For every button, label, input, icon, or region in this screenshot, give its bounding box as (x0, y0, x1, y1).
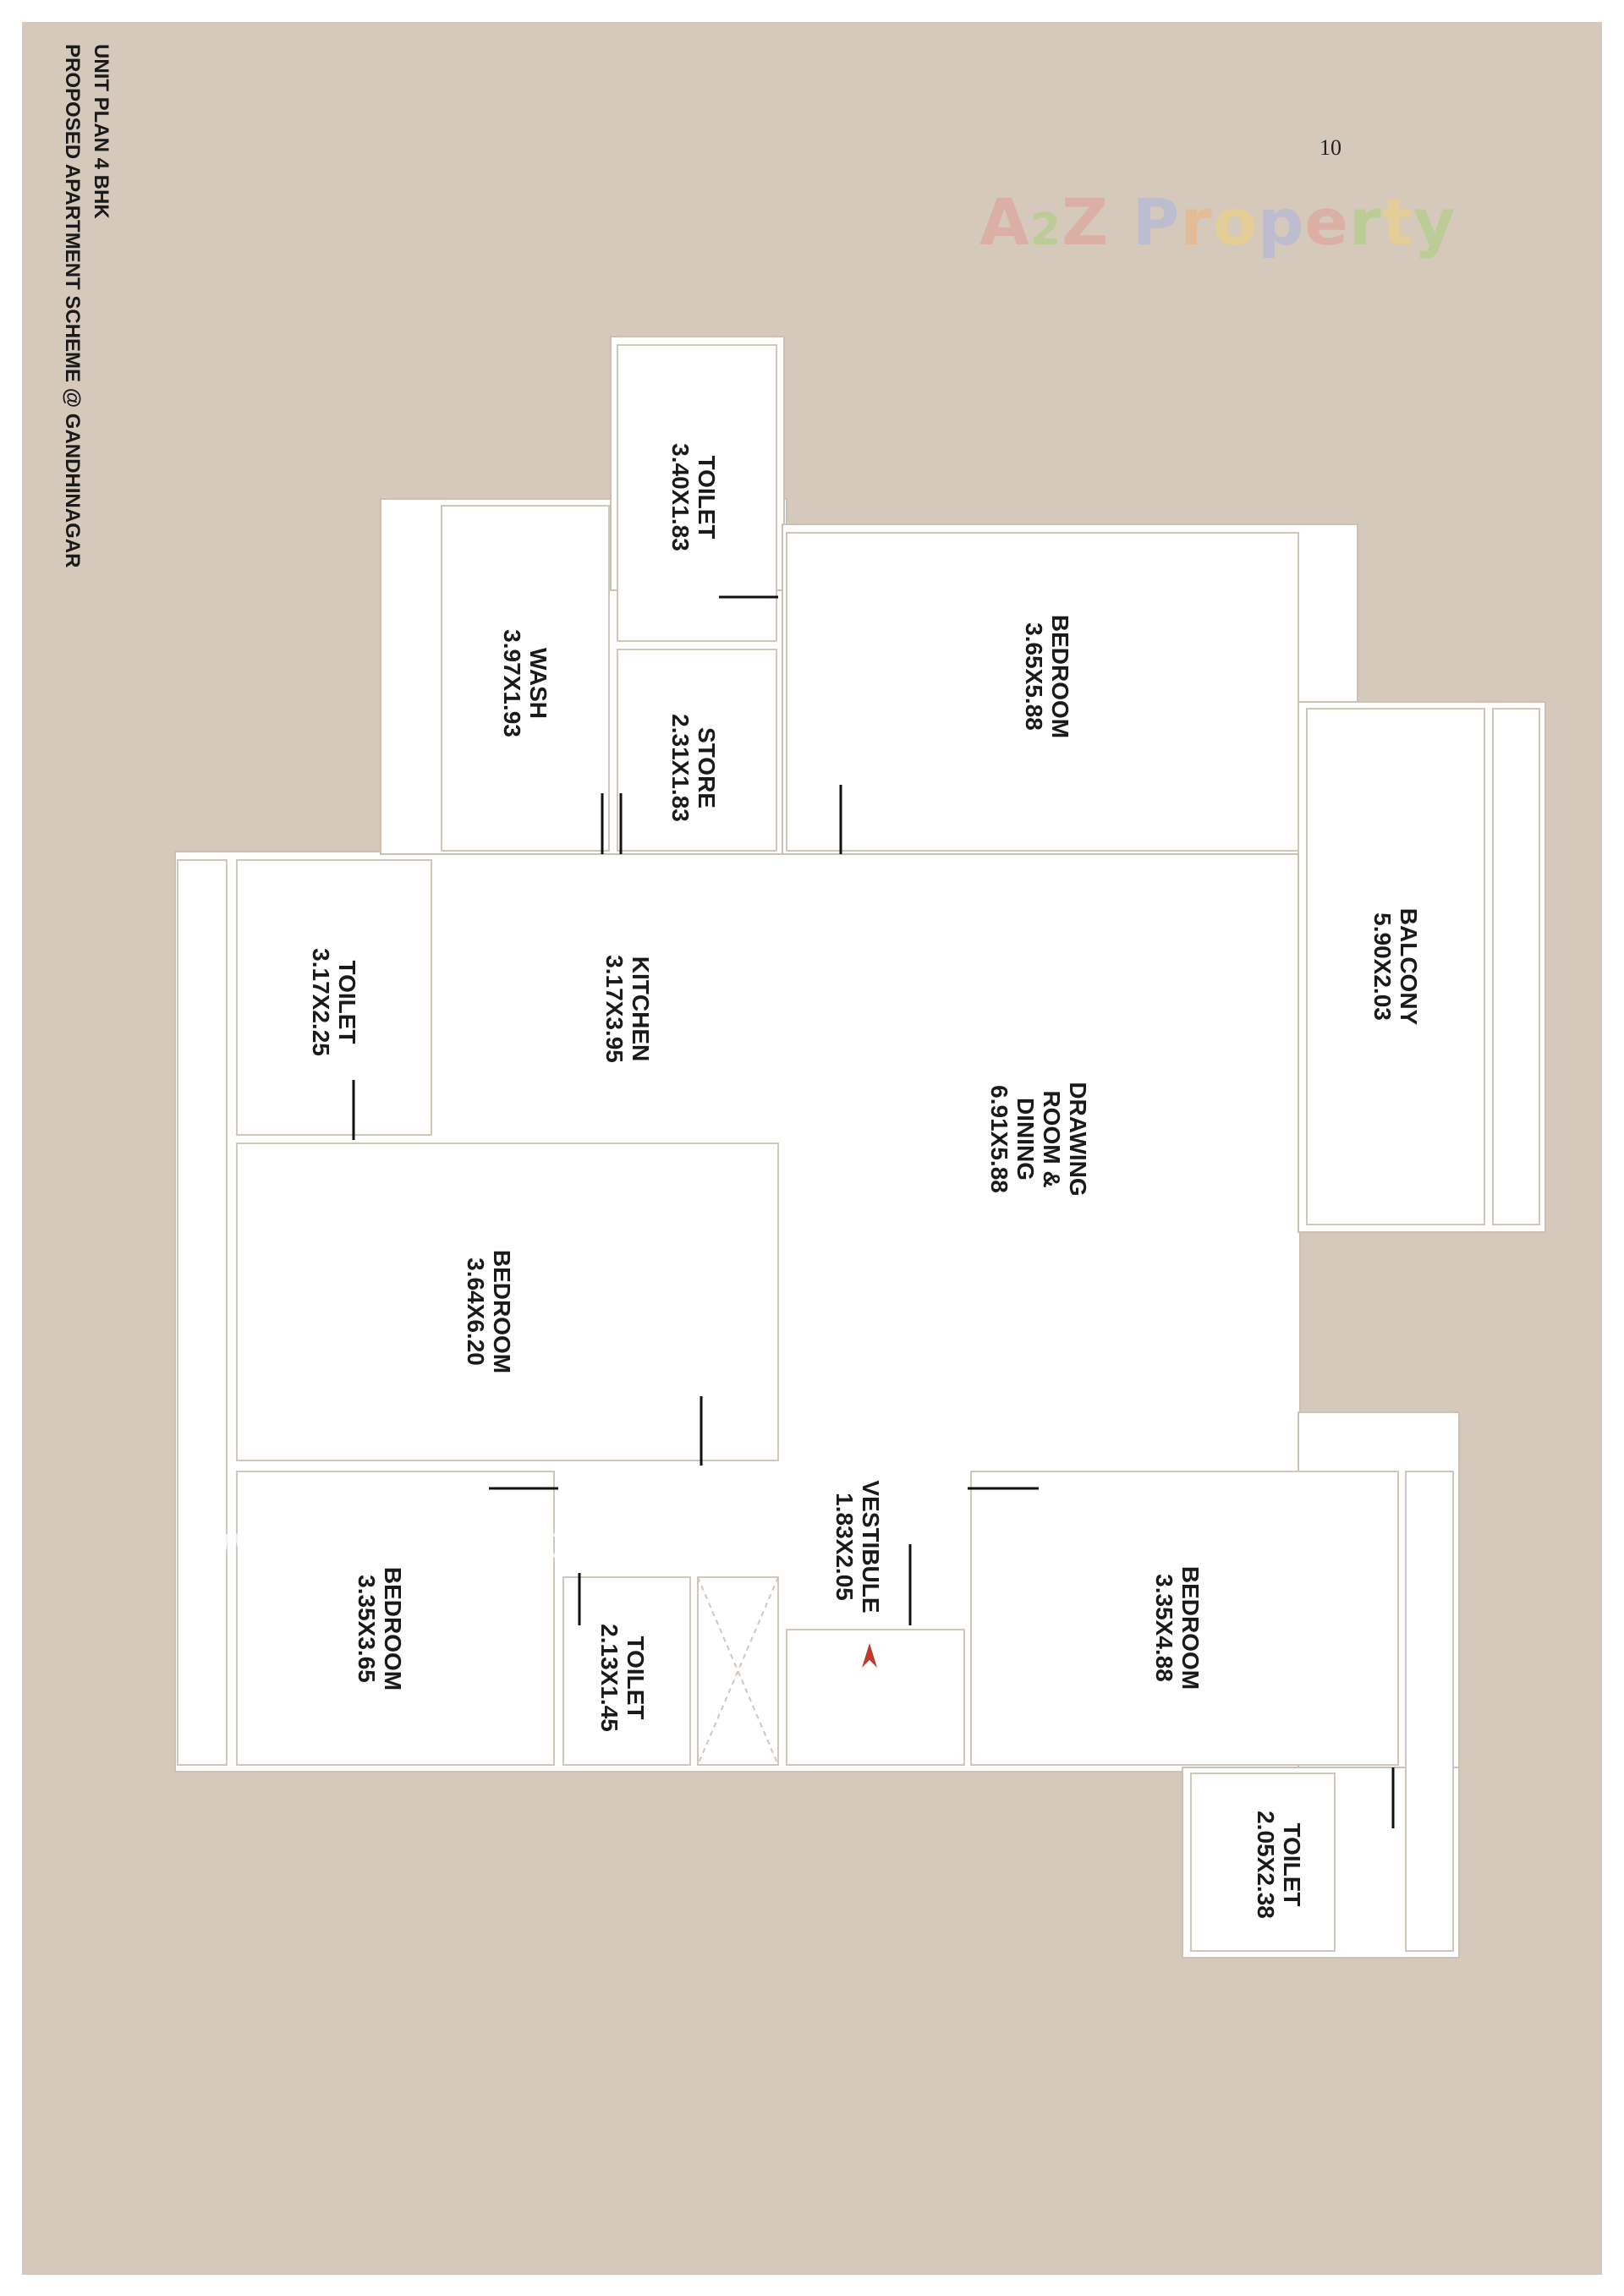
label-store: STORE 2.31X1.83 (667, 714, 720, 822)
logo-letter: t (1381, 184, 1413, 260)
label-wash: WASH 3.97X1.93 (499, 629, 551, 737)
logo-letter: y (1413, 184, 1457, 260)
logo-letter: 2 (1029, 205, 1062, 255)
right-shaft (1406, 1471, 1453, 1951)
page-number: 10 (1320, 135, 1341, 160)
label-bedroom-bl: BEDROOM 3.35X3.65 (354, 1566, 406, 1691)
logo-letter: r (1348, 184, 1382, 260)
label-toilet-top: TOILET 3.40X1.83 (667, 443, 720, 551)
label-bedroom-mid: BEDROOM 3.64X6.20 (463, 1249, 515, 1374)
label-bedroom-top: BEDROOM 3.65X5.88 (1021, 614, 1073, 739)
label-toilet-bm: TOILET 2.13X1.45 (596, 1624, 649, 1732)
label-toilet-br: TOILET 2.05X2.38 (1253, 1811, 1305, 1919)
left-shaft (178, 860, 227, 1765)
label-bedroom-br: BEDROOM 3.35X4.88 (1151, 1565, 1204, 1690)
label-drawing-dining: DRAWING ROOM & DINING 6.91X5.88 (986, 1082, 1091, 1197)
logo-letter: P (1132, 184, 1181, 260)
entry-lobby (787, 1630, 964, 1765)
logo-letter: e (1304, 184, 1349, 260)
label-toilet-left: TOILET 3.17X2.25 (308, 948, 360, 1056)
title-line-1: UNIT PLAN 4 BHK (90, 44, 112, 219)
watermark: www.A2ZProperty.in (196, 1518, 637, 1569)
balcony-rail (1493, 709, 1539, 1225)
label-kitchen: KITCHEN 3.17X3.95 (601, 955, 654, 1063)
logo-letter: p (1258, 184, 1305, 260)
logo-letter: o (1212, 184, 1258, 260)
logo-letter: A (979, 184, 1030, 260)
label-balcony: BALCONY 5.90X2.03 (1369, 907, 1422, 1026)
label-vestibule: VESTIBULE 1.83X2.05 (831, 1480, 884, 1614)
logo-letter: Z (1062, 184, 1110, 260)
logo-letter: r (1180, 184, 1213, 260)
title-line-2: PROPOSED APARTMENT SCHEME @ GANDHINAGAR (61, 44, 84, 568)
